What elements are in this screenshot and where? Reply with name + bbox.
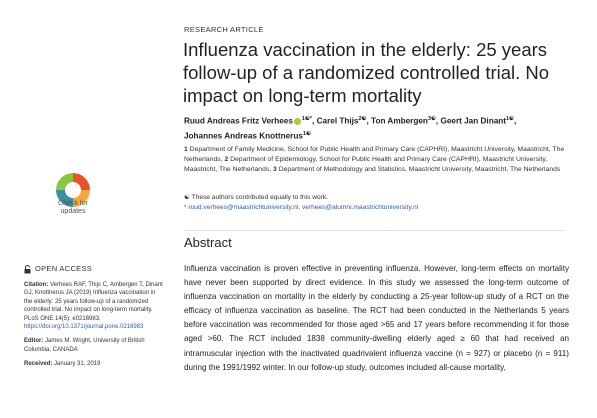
editor xyxy=(24,337,164,354)
affiliation-text: Department of Methodology and Statistics, Maastricht University, Maastricht, The Netherlands xyxy=(278,166,561,173)
author-name[interactable]: Ton Ambergen xyxy=(371,116,428,126)
abstract-heading: Abstract xyxy=(184,235,232,250)
author-sup: 3☯ xyxy=(427,116,436,122)
affiliation-number: 2 xyxy=(224,156,229,163)
author-name[interactable]: Geert Jan Dinant xyxy=(440,116,506,126)
abstract-body: Influenza vaccination is proven effective in preventing influenza. However, long-term effects on mortality have never been supported by direct evidence. In this study we assessed the long-term outcome of influenza vaccination on mortality in the elderly by conducting a 25-year follow-up study of a RCT on the efficacy of influenza vaccination as baseline. The RCT had been conducted in the Netherlands 5 years before vaccination was recommended for those aged >65 and 17 years before recommending it for those aged >60. The RCT included 1838 community-dwelling elderly aged ≥ 60 that had received an intramuscular injection with the inactivated quadrivalent influenza vaccine (n = 927) or placebo (n = 911) during the 1991/1992 winter. In our follow-up study, outcomes included all-cause mortality, xyxy=(184,264,569,372)
author-sup: 1☯* xyxy=(301,116,313,122)
open-access-badge xyxy=(24,265,164,274)
check-for-updates-label[interactable]: Check for updates xyxy=(58,200,88,215)
received xyxy=(24,360,164,368)
citation xyxy=(24,281,164,331)
affiliation-number: 1 xyxy=(184,146,188,153)
author-name[interactable]: Carel Thijs xyxy=(316,116,359,126)
orcid-icon[interactable] xyxy=(294,118,301,125)
received-label: Received: xyxy=(24,361,53,368)
equal-contribution-note: ☯ These authors contributed equally to this work. xyxy=(184,194,328,201)
affiliations xyxy=(184,145,566,175)
citation-text: Verhees RAF, Thijs C, Ambergen T, Dinant GJ, Knottnerus JA (2019) Influenza vaccination in the elderly: 25 years follow-up of a randomized controlled trial. No impact on long-term mortality. PLoS ONE 14(5): e0216983. xyxy=(24,282,163,322)
author-name[interactable]: Johannes Andreas Knottnerus xyxy=(184,131,303,141)
affiliation-text: Department of Family Medicine, School for Public Health and Primary Care (CAPHRI), Maastricht University, Maastricht, The Netherlands, xyxy=(184,146,565,163)
affiliation-number: 3 xyxy=(273,166,277,173)
author-list: Ruud Andreas Fritz Verhees $^{1☯*}$, Carel Thijs$^{2☯}$, Ton Ambergen$^{3☯}$, Geert Jan Dinant$^{1☯}$, Johannes Andreas Knottnerus$^{1☯}$ xyxy=(184,116,517,141)
affiliation-text: Department of Epidemiology, School for Public Health and Primary Care (CAPHRI), Maastricht University, Maastricht, The Netherlands, xyxy=(184,156,548,173)
sidebar xyxy=(24,265,164,375)
editor-text: James M. Wright, University of British Columbia, CANADA xyxy=(24,338,145,353)
editor-label: Editor: xyxy=(24,338,44,345)
open-access-label: OPEN ACCESS xyxy=(35,264,93,274)
email-link[interactable]: * ruud.verhees@maastrichtuniversity.nl, verhees@alumni.maastrichtuniversity.nl xyxy=(184,203,419,211)
author-sup: 1☯ xyxy=(506,116,514,122)
doi-link[interactable]: https://doi.org/10.1371/journal.pone.0216983 xyxy=(24,324,144,331)
citation-label: Citation: xyxy=(24,282,49,288)
article-type: RESEARCH ARTICLE xyxy=(184,25,264,34)
author-sup: 2☯ xyxy=(358,116,367,122)
open-lock-icon xyxy=(24,265,31,274)
author-sup: 1☯ xyxy=(302,130,311,137)
author-name[interactable]: Ruud Andreas Fritz Verhees xyxy=(184,116,293,126)
author-notes xyxy=(184,193,544,212)
article-title: Influenza vaccination in the elderly: 25 years follow-up of a randomized controlled trial. No impact on long-term mortality xyxy=(183,39,550,106)
divider xyxy=(184,230,564,231)
received-text: January 31, 2019 xyxy=(54,361,101,368)
